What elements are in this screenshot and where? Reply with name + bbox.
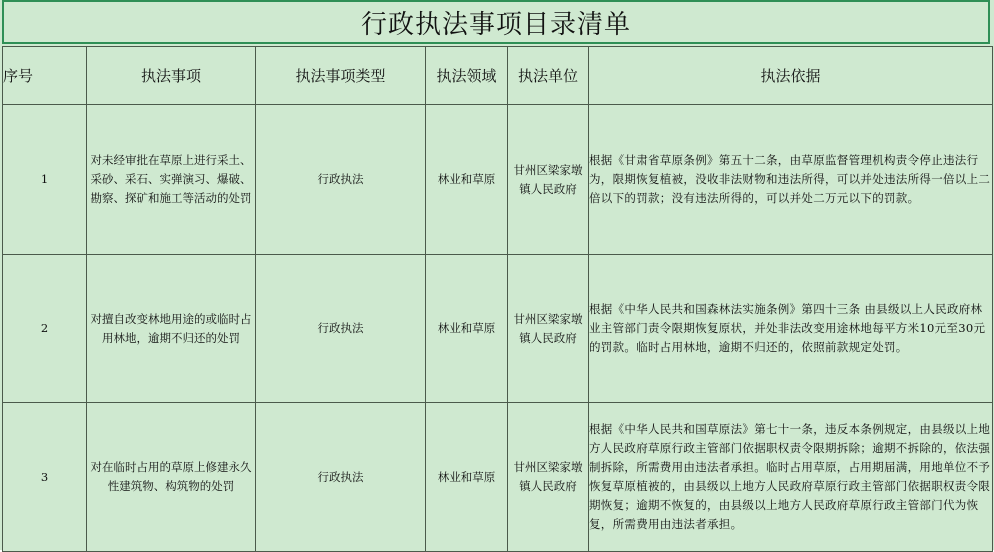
- cell-field[interactable]: 林业和草原: [426, 105, 508, 255]
- cell-field[interactable]: 林业和草原: [426, 403, 508, 552]
- cell-unit[interactable]: [508, 255, 589, 403]
- cell-unit[interactable]: [508, 105, 589, 255]
- cell-no[interactable]: 2: [3, 255, 87, 403]
- cell-unit-text: 甘州区梁家墩镇人民政府: [513, 162, 583, 196]
- cell-item[interactable]: [87, 255, 256, 403]
- cell-unit[interactable]: [508, 403, 589, 552]
- header-type[interactable]: 执法事项类型: [256, 47, 426, 105]
- cell-no[interactable]: 3: [3, 403, 87, 552]
- cell-field[interactable]: 林业和草原: [426, 255, 508, 403]
- cell-basis-text: 根据《中华人民共和国草原法》第七十一条，违反本条例规定，由县级以上地方人民政府草原行政主管部门依据职权责令限期拆除；逾期不拆除的，依法强制拆除，所需费用由违法者承担。临时占用草原，占用期届满，用地单位不予恢复草原植被的，由县级以上地方人民政府草原行政主管部门依据职权责令限期恢复；逾期不恢复的，由县级以上地方人民政府草原行政主管部门代为恢复，所需费用由违法者承担。: [589, 422, 991, 531]
- cell-basis[interactable]: [589, 105, 993, 255]
- cell-item[interactable]: [87, 105, 256, 255]
- cell-basis-text: 根据《甘肃省草原条例》第五十二条，由草原监督管理机构责令停止违法行为，限期恢复植被，没收非法财物和违法所得，可以并处违法所得一倍以上二倍以下的罚款；没有违法所得的，可以并处二万元以下的罚款。: [589, 153, 991, 205]
- page-title: 行政执法事项目录清单: [360, 9, 631, 40]
- cell-item[interactable]: [87, 403, 256, 552]
- header-no[interactable]: 序号: [3, 47, 87, 105]
- cell-item-text: 对擅自改变林地用途的或临时占用林地，逾期不归还的处罚: [90, 311, 252, 345]
- title-cell[interactable]: [2, 0, 990, 44]
- cell-item-text: 对在临时占用的草原上修建永久性建筑物、构筑物的处罚: [90, 460, 252, 493]
- header-field[interactable]: 执法领域: [426, 47, 508, 105]
- cell-type[interactable]: 行政执法: [256, 105, 426, 255]
- cell-type[interactable]: 行政执法: [256, 255, 426, 403]
- cell-basis[interactable]: [589, 255, 993, 403]
- cell-basis[interactable]: [589, 403, 993, 552]
- cell-item-text: 对未经审批在草原上进行采土、采砂、采石、实弹演习、爆破、勘察、探矿和施工等活动的处罚: [90, 153, 252, 205]
- header-unit[interactable]: 执法单位: [508, 47, 589, 105]
- header-row: [3, 47, 993, 105]
- cell-basis-text: 根据《中华人民共和国森林法实施条例》第四十三条 由县级以上人民政府林业主管部门责令限期恢复原状，并处非法改变用途林地每平方米10元至30元的罚款。临时占用林地，逾期不归还的，依照前款规定处罚。: [589, 302, 986, 354]
- header-item[interactable]: 执法事项: [87, 47, 256, 105]
- cell-no[interactable]: 1: [3, 105, 87, 255]
- table-row: [3, 255, 993, 403]
- enforcement-table: [2, 46, 993, 552]
- table-row: [3, 403, 993, 552]
- cell-unit-text: 甘州区梁家墩镇人民政府: [513, 311, 583, 345]
- cell-type[interactable]: 行政执法: [256, 403, 426, 552]
- header-basis[interactable]: 执法依据: [589, 47, 993, 105]
- cell-unit-text: 甘州区梁家墩镇人民政府: [513, 460, 583, 493]
- table-row: [3, 105, 993, 255]
